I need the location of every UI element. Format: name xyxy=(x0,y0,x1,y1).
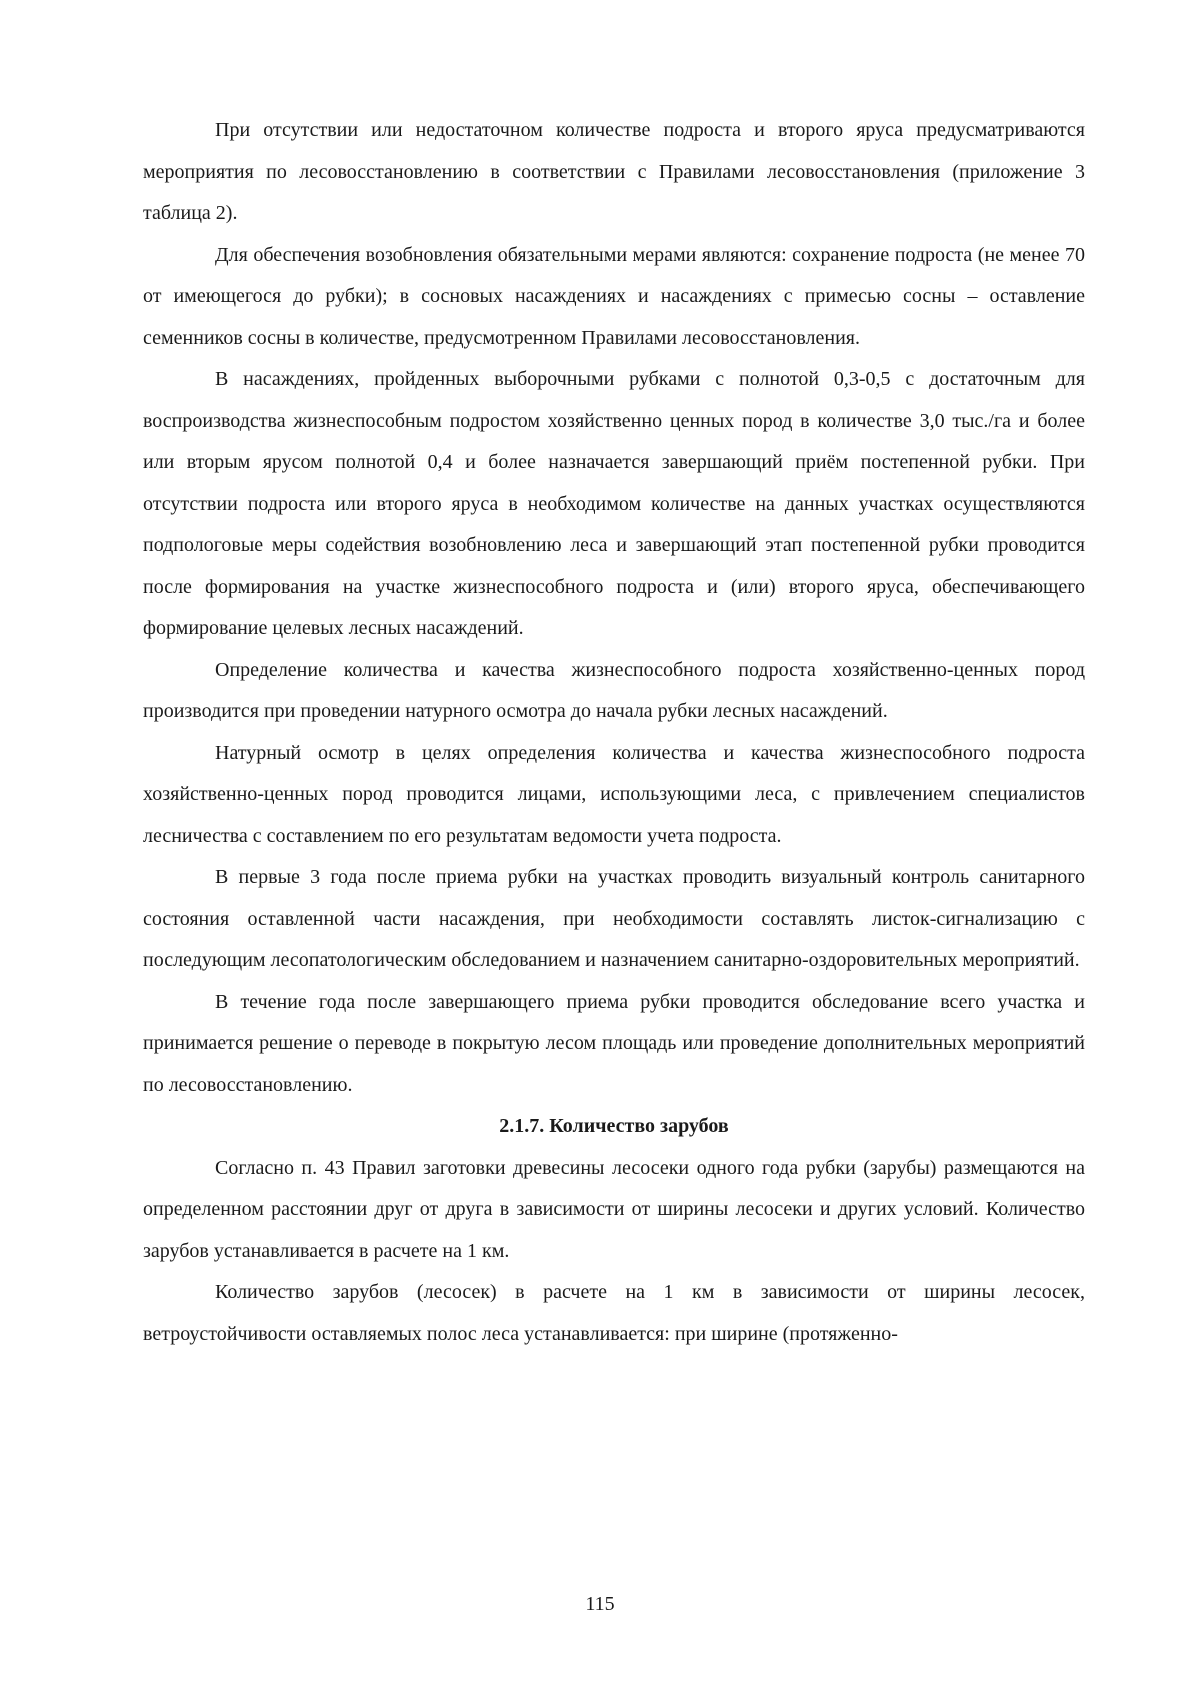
paragraph: При отсутствии или недостаточном количестве подроста и второго яруса предусматриваются мероприятия по лесовосстановлению в соответствии с Правилами лесовосстановления (приложение 3 таблица 2). xyxy=(143,119,1085,224)
paragraph: В течение года после завершающего приема рубки проводится обследование всего участка и принимается решение о переводе в покрытую лесом площадь или проведение дополнительных мероприятий по лесовосстановлению. xyxy=(143,990,1085,1096)
paragraph: Натурный осмотр в целях определения количества и качества жизнеспособного подроста хозяйственно-ценных пород проводится лицами, использующими леса, с привлечением специалистов лесничества с составлением по его результатам ведомости учета подроста. xyxy=(143,741,1085,847)
paragraph: Согласно п. 43 Правил заготовки древесины лесосеки одного года рубки (зарубы) размещаются на определенном расстоянии друг от друга в зависимости от ширины лесосеки и других условий. Количество зарубов устанавливается в расчете на 1 км. xyxy=(143,1156,1085,1262)
paragraph: Количество зарубов (лесосек) в расчете на 1 км в зависимости от ширины лесосек, ветроустойчивости оставляемых полос леса устанавливается: при ширине (протяженно- xyxy=(143,1281,1085,1345)
paragraph: В насаждениях, пройденных выборочными рубками с полнотой 0,3-0,5 с достаточным для воспроизводства жизнеспособным подростом хозяйственно ценных пород в количестве 3,0 тыс./га и более или вторым ярусом полнотой 0,4 и более назначается завершающий приём постепенной рубки. При отсутствии подроста или второго яруса в необходимом количестве на данных участках осуществляются подпологовые меры содействия возобновлению леса и завершающий этап постепенной рубки проводится после формирования на участке жизнеспособного подроста и (или) второго яруса, обеспечивающего формирование целевых лесных насаждений. xyxy=(143,368,1085,639)
page-body xyxy=(143,110,1085,1355)
page-number: 115 xyxy=(585,1593,615,1615)
paragraph: Определение количества и качества жизнеспособного подроста хозяйственно-ценных пород производится при проведении натурного осмотра до начала рубки лесных насаждений. xyxy=(143,658,1085,722)
paragraph: В первые 3 года после приема рубки на участках проводить визуальный контроль санитарного состояния оставленной части насаждения, при необходимости составлять листок-сигнализацию с последующим лесопатологическим обследованием и назначением санитарно-оздоровительных мероприятий. xyxy=(143,866,1085,971)
paragraph: Для обеспечения возобновления обязательными мерами являются: сохранение подроста (не менее 70 от имеющегося до рубки); в сосновых насаждениях и насаждениях с примесью сосны – оставление семенников сосны в количестве, предусмотренном Правилами лесовосстановления. xyxy=(143,243,1085,349)
section-heading: 2.1.7. Количество зарубов xyxy=(499,1115,729,1137)
